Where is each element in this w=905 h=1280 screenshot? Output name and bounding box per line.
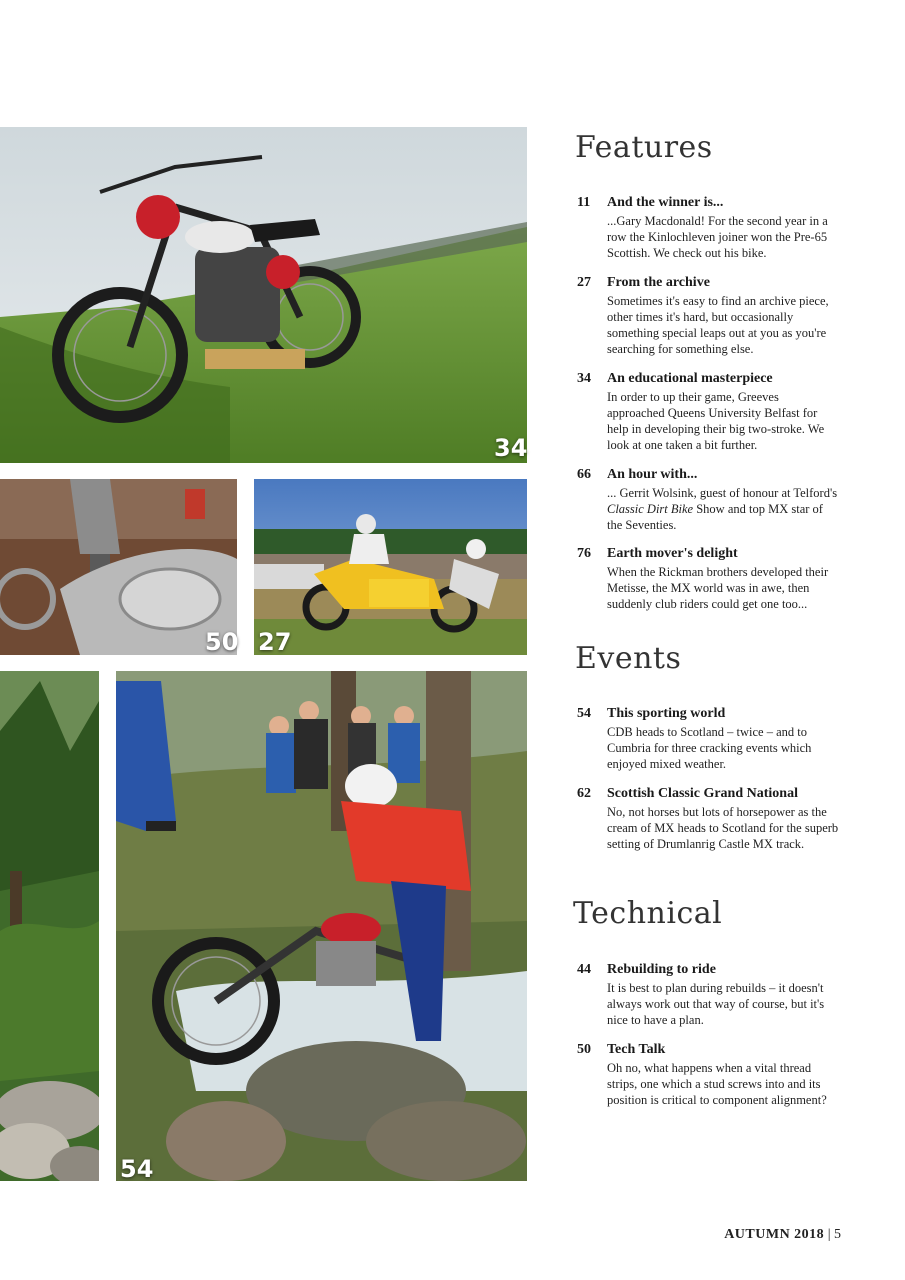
photo-forest-strip (0, 671, 99, 1181)
photo-main-bike (0, 127, 527, 463)
item-description: Oh no, what happens when a vital thread strips, one which a stud screws into and its position is critical to component alignment? (607, 1061, 827, 1107)
photo-page-number-50: 50 (205, 628, 239, 656)
photo-sidecar-racing (254, 479, 527, 655)
contents-item[interactable] (577, 786, 847, 852)
section-title-features: Features (575, 130, 713, 165)
item-description-text: ... Gerrit Wolsink, guest of honour at Telford's (607, 486, 838, 500)
item-description-text: Show and top MX star of the Seventies. (607, 502, 823, 532)
contents-item[interactable] (577, 546, 847, 612)
item-description: No, not horses but lots of horsepower as the cream of MX heads to Scotland for the superb setting of Drumlanrig Castle MX track. (607, 805, 839, 851)
item-page-number: 66 (577, 467, 591, 482)
contents-item[interactable] (577, 706, 847, 772)
item-title: Scottish Classic Grand National (607, 786, 798, 801)
item-title: An educational masterpiece (607, 371, 773, 386)
section-title-events: Events (575, 641, 682, 676)
item-description: When the Rickman brothers developed their Metisse, the MX world was in awe, then suddenly club riders could get one too... (607, 565, 829, 611)
contents-item[interactable] (577, 962, 847, 1028)
item-title: Rebuilding to ride (607, 962, 716, 977)
item-description: In order to up their game, Greeves approached Queens University Belfast for help in developing their big two-stroke. We look at one taken a bit further. (607, 390, 825, 452)
item-title: An hour with... (607, 467, 698, 482)
contents-item[interactable] (577, 275, 847, 357)
item-description: ...Gary Macdonald! For the second year in a row the Kinlochleven joiner won the Pre-65 Scottish. We check out his bike. (607, 214, 828, 260)
item-page-number: 34 (577, 371, 591, 386)
magazine-name: Classic Dirt Bike (607, 502, 694, 516)
item-title: Earth mover's delight (607, 546, 738, 561)
item-page-number: 50 (577, 1042, 591, 1057)
item-title: This sporting world (607, 706, 726, 721)
contents-item[interactable] (577, 467, 847, 533)
contents-item[interactable] (577, 371, 847, 453)
section-title-technical: Technical (573, 896, 723, 931)
item-description: It is best to plan during rebuilds – it doesn't always work out that way of course, but it's nice to have a plan. (607, 981, 825, 1027)
photo-page-number-54: 54 (120, 1155, 154, 1183)
item-description: CDB heads to Scotland – twice – and to Cumbria for three cracking events which enjoyed mixed weather. (607, 725, 812, 771)
item-description: Sometimes it's easy to find an archive piece, other times it's hard, but occasionally something special leaps out at you as you're searching for something else. (607, 294, 829, 356)
item-page-number: 62 (577, 786, 591, 801)
item-description (607, 485, 839, 533)
item-page-number: 11 (577, 195, 591, 210)
photo-page-number-27: 27 (258, 628, 292, 656)
contents-item[interactable] (577, 195, 847, 261)
photo-trials-rider (116, 671, 527, 1181)
footer-separator: | (827, 1227, 831, 1242)
page-footer (724, 1227, 841, 1243)
page-number: 5 (834, 1227, 841, 1242)
item-title: Tech Talk (607, 1042, 666, 1057)
issue-label: AUTUMN 2018 (724, 1227, 825, 1242)
photo-page-number-34: 34 (494, 434, 528, 462)
item-page-number: 27 (577, 275, 591, 290)
item-page-number: 76 (577, 546, 591, 561)
contents-item[interactable] (577, 1042, 847, 1108)
item-title: From the archive (607, 275, 710, 290)
item-title: And the winner is... (607, 195, 724, 210)
item-page-number: 44 (577, 962, 591, 977)
photo-drill-crankcase (0, 479, 237, 655)
item-page-number: 54 (577, 706, 591, 721)
